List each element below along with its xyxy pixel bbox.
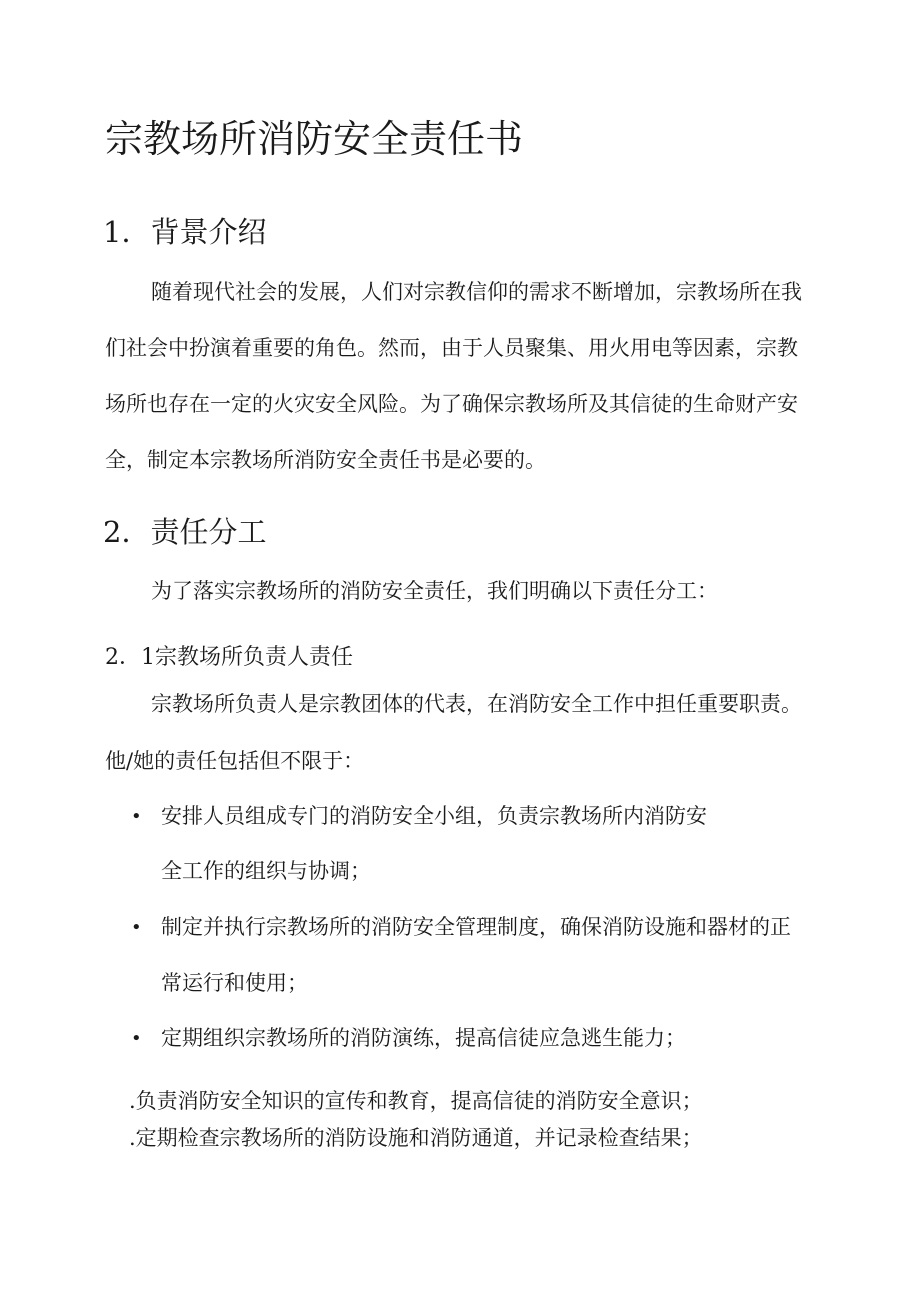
bullet-line: 全工作的组织与协调；: [161, 859, 371, 883]
bullet-line: 定期组织宗教场所的消防演练，提高信徒应急逃生能力；: [161, 1026, 686, 1050]
bullet-line: 安排人员组成专门的消防安全小组，负责宗教场所内消防安: [161, 804, 707, 828]
bullet-marker: •: [131, 1028, 142, 1049]
list-line: .负责消防安全知识的宣传和教育，提高信徒的消防安全意识；: [129, 1089, 703, 1113]
bullet-marker: •: [131, 917, 142, 938]
section-heading-responsibility: 2．责任分工: [103, 515, 267, 549]
section-heading-background: 1．背景介绍: [103, 215, 267, 249]
paragraph-line: 他/她的责任包括但不限于：: [105, 749, 365, 773]
bullet-marker: •: [131, 806, 142, 827]
section-intro: 为了落实宗教场所的消防安全责任，我们明确以下责任分工：: [151, 579, 718, 603]
paragraph-line: 随着现代社会的发展，人们对宗教信仰的需求不断增加，宗教场所在我: [151, 280, 802, 304]
bullet-line: 制定并执行宗教场所的消防安全管理制度，确保消防设施和器材的正: [161, 915, 791, 939]
subsection-heading: 2．1宗教场所负责人责任: [105, 645, 353, 670]
bullet-line: 常运行和使用；: [161, 971, 308, 995]
paragraph-line: 全，制定本宗教场所消防安全责任书是必要的。: [105, 448, 546, 472]
document-title: 宗教场所消防安全责任书: [105, 117, 524, 161]
list-line: .定期检查宗教场所的消防设施和消防通道，并记录检查结果；: [129, 1126, 703, 1150]
paragraph-line: 们社会中扮演着重要的角色。然而，由于人员聚集、用火用电等因素，宗教: [105, 336, 798, 360]
paragraph-line: 场所也存在一定的火灾安全风险。为了确保宗教场所及其信徒的生命财产安: [105, 392, 798, 416]
paragraph-line: 宗教场所负责人是宗教团体的代表，在消防安全工作中担任重要职责。: [151, 692, 802, 716]
